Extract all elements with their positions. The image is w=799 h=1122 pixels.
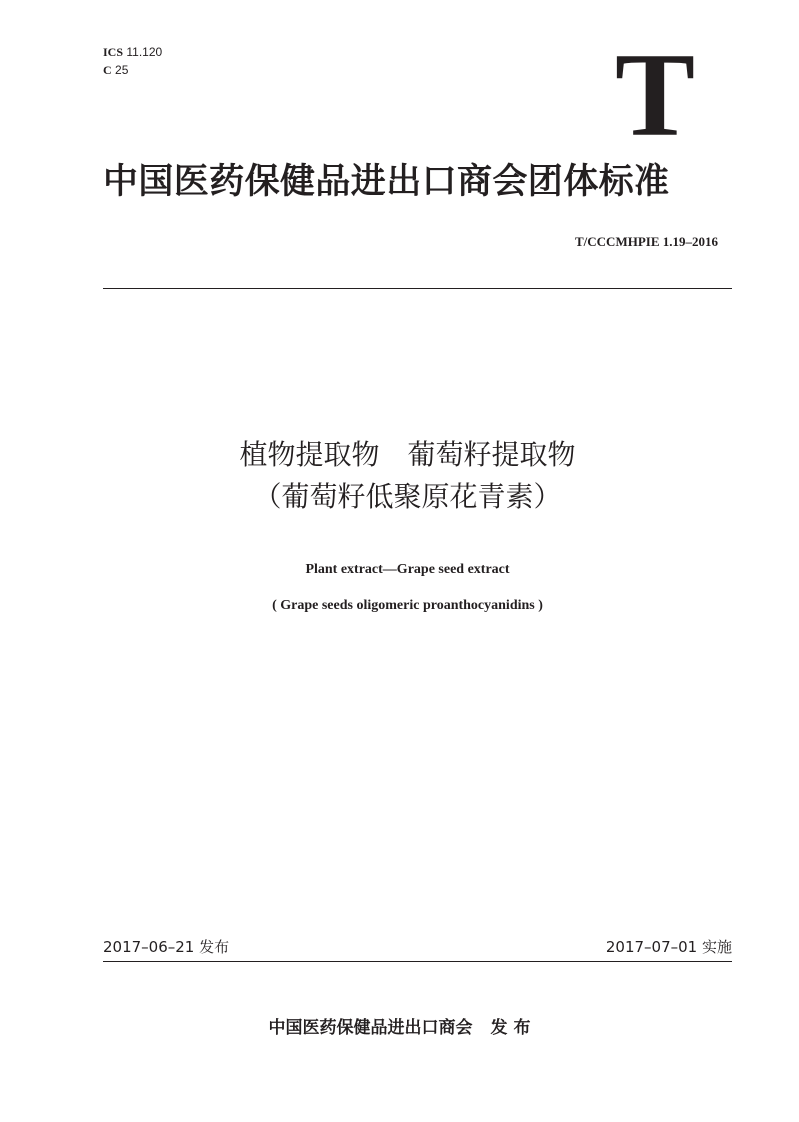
- ics-label: ICS: [103, 45, 124, 59]
- title-en-line1: Plant extract—Grape seed extract: [305, 562, 510, 577]
- ccs-label: C: [103, 63, 112, 77]
- bottom-divider: [103, 961, 732, 962]
- title-cn-line2: （葡萄籽低聚原花青素）: [253, 480, 562, 513]
- title-en-line2: ( Grape seeds oligomeric proanthocyanidins ): [272, 598, 543, 613]
- issue-date: 2017–06–21 发布: [103, 938, 230, 956]
- standard-type-letter: T: [614, 28, 695, 161]
- organization-title: 中国医药保健品进出口商会团体标准: [103, 161, 670, 202]
- title-cn-line1: 植物提取物 葡萄籽提取物: [239, 438, 576, 471]
- publisher: [0, 1017, 799, 1039]
- standard-number: T/CCCMHPIE 1.19–2016: [575, 234, 718, 249]
- ics-code: 11.120: [126, 45, 163, 59]
- ccs-code: 25: [115, 63, 129, 77]
- top-divider: [103, 288, 732, 289]
- ccs-classification: [103, 63, 128, 77]
- implementation-date: 2017–07–01 实施: [605, 938, 732, 956]
- publisher-action: 发 布: [490, 1018, 531, 1038]
- publisher-name: 中国医药保健品进出口商会: [268, 1018, 473, 1038]
- ics-classification: [103, 45, 162, 59]
